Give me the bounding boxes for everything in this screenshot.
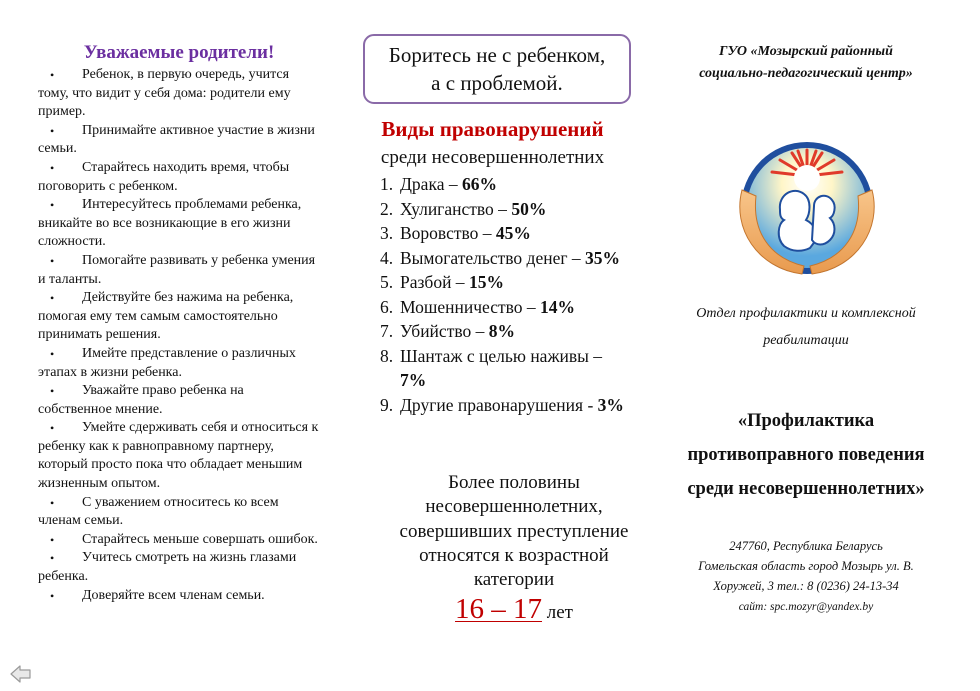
bullet-icon: •: [50, 123, 55, 138]
brochure-title-line-2: противоправного поведения: [687, 445, 925, 465]
organization-name: [668, 41, 944, 85]
bullet-icon: •: [50, 532, 55, 547]
bullet-icon: •: [50, 588, 55, 603]
tip-text: Старайтесь меньше совершать ошибок.: [82, 531, 318, 547]
slogan-line-1: Боритесь не с ребенком,: [388, 43, 606, 67]
age-summary: Более половины несовершеннолетних, совершивших преступление относятся к возрастной категории: [399, 472, 629, 591]
offense-label: Вымогательство денег –: [400, 247, 586, 268]
tip-text: Интересуйтесь проблемами ребенка, вникайте во все возникающие в его жизни сложности.: [38, 197, 302, 250]
tip-text: Старайтесь находить время, чтобы поговорить с ребенком.: [38, 159, 290, 194]
tip-item: [38, 587, 320, 606]
offense-label: Убийство –: [400, 321, 489, 341]
tip-item: [38, 66, 320, 122]
tip-text: Ребенок, в первую очередь, учится тому, что видит у себя дома: родители ему пример.: [38, 67, 291, 120]
org-name-line-1: ГУО «Мозырский районный: [719, 44, 893, 59]
offense-item: [372, 221, 627, 246]
department-line-2: реабилитации: [763, 333, 849, 348]
offense-item: [372, 295, 627, 320]
bullet-icon: •: [50, 421, 55, 436]
offense-label: Мошенничество –: [400, 296, 541, 317]
parents-greeting: Уважаемые родители!: [83, 42, 275, 63]
bullet-icon: •: [50, 68, 55, 82]
bullet-icon: •: [50, 551, 55, 566]
org-name-line-2: социально-педагогический центр»: [699, 66, 913, 81]
offense-percent: 3%: [597, 394, 624, 415]
offenses-title: Виды правонарушений: [381, 117, 604, 141]
offense-number: 3.: [380, 223, 394, 243]
offense-item: [372, 344, 627, 393]
offense-label: Шантаж с целью наживы –: [400, 345, 603, 366]
offense-number: 9.: [380, 394, 394, 415]
website-link[interactable]: сайт: spc.mozyr@yandex.by: [738, 601, 874, 613]
age-range: 16 – 17: [455, 593, 543, 625]
tip-text: Учитесь смотреть на жизнь глазами ребенка.: [38, 550, 297, 585]
address-line-3: Хоружей, 3 тел.: 8 (0236) 24-13-34: [713, 579, 899, 593]
offense-label: Хулиганство –: [400, 198, 512, 219]
offenses-subtitle: среди несовершеннолетних: [380, 147, 605, 168]
offense-label: Другие правонарушения -: [400, 394, 598, 415]
slogan-box: [363, 34, 631, 104]
tip-item: [38, 494, 320, 531]
offense-percent: 45%: [495, 223, 531, 243]
bullet-icon: •: [50, 384, 55, 399]
tip-text: Помогайте развивать у ребенка умения и таланты.: [38, 252, 316, 287]
tip-item: [38, 196, 320, 252]
offense-item: [372, 319, 627, 344]
bullet-icon: •: [50, 291, 55, 306]
offense-item: [372, 270, 627, 295]
brochure-title-line-1: «Профилактика: [737, 411, 875, 431]
bullet-icon: •: [50, 160, 55, 175]
tip-item: [38, 252, 320, 289]
offense-percent: 7%: [400, 370, 427, 390]
department-name: [668, 300, 944, 354]
offense-number: 8.: [380, 345, 394, 366]
address-line-1: 247760, Республика Беларусь: [729, 539, 883, 553]
offense-label: Воровство –: [400, 223, 496, 243]
offense-label: Драка –: [400, 174, 462, 194]
tip-item: [38, 159, 320, 196]
slogan-line-2: а с проблемой.: [431, 71, 563, 95]
offense-percent: 15%: [468, 272, 504, 292]
offense-item: [372, 197, 627, 222]
back-arrow-icon[interactable]: [10, 664, 32, 684]
offense-number: 1.: [380, 174, 394, 194]
bullet-icon: •: [50, 495, 55, 510]
address-line-2: Гомельская область город Мозырь ул. В.: [698, 559, 914, 573]
offense-number: 7.: [380, 321, 394, 341]
tip-item: [38, 419, 320, 493]
age-unit: лет: [542, 602, 573, 623]
tip-text: Принимайте активное участие в жизни семьи.: [38, 122, 315, 157]
sun-icon: [794, 165, 820, 191]
offense-percent: 35%: [585, 247, 621, 268]
tip-item: [38, 289, 320, 345]
bullet-icon: •: [50, 346, 55, 361]
tip-text: Доверяйте всем членам семьи.: [82, 587, 265, 603]
tips-list: [38, 66, 320, 605]
offense-percent: 66%: [461, 174, 497, 194]
offense-number: 5.: [380, 272, 394, 292]
offense-item: [372, 172, 627, 197]
tip-item: [38, 345, 320, 382]
tip-text: Умейте сдерживать себя и относиться к ребенку как к равноправному партнеру, который просто пока что обладает меньшим жизненным опытом.: [38, 420, 319, 492]
parent-child-silhouette-icon: [779, 191, 835, 251]
contact-address: [668, 536, 944, 617]
offenses-list: [372, 172, 627, 417]
offense-item: [372, 393, 627, 418]
brochure-title: [656, 404, 956, 506]
tip-text: Действуйте без нажима на ребенка, помогая ему тем самым самостоятельно принимать решения.: [38, 290, 294, 343]
offense-label: Разбой –: [400, 272, 469, 292]
bullet-icon: •: [50, 253, 55, 268]
tip-text: Имейте представление о различных этапах в жизни ребенка.: [38, 345, 296, 380]
brochure-title-line-3: среди несовершеннолетних»: [687, 479, 925, 499]
tip-item: [38, 382, 320, 419]
offense-number: 2.: [380, 198, 394, 219]
family-care-logo: [722, 128, 892, 288]
tip-item: [38, 549, 320, 586]
age-range-line: [396, 592, 632, 630]
offense-percent: 50%: [511, 198, 547, 219]
offense-percent: 14%: [540, 296, 576, 317]
department-line-1: Отдел профилактики и комплексной: [696, 306, 916, 321]
tip-item: [38, 122, 320, 159]
offense-number: 6.: [380, 296, 394, 317]
offense-number: 4.: [380, 247, 394, 268]
tip-item: [38, 531, 320, 550]
tip-text: С уважением относитесь ко всем членам семьи.: [38, 494, 279, 529]
offense-percent: 8%: [488, 321, 515, 341]
offense-item: [372, 246, 627, 271]
parents-advice-column: [38, 42, 320, 605]
bullet-icon: •: [50, 198, 55, 213]
tip-text: Уважайте право ребенка на собственное мнение.: [38, 383, 244, 417]
